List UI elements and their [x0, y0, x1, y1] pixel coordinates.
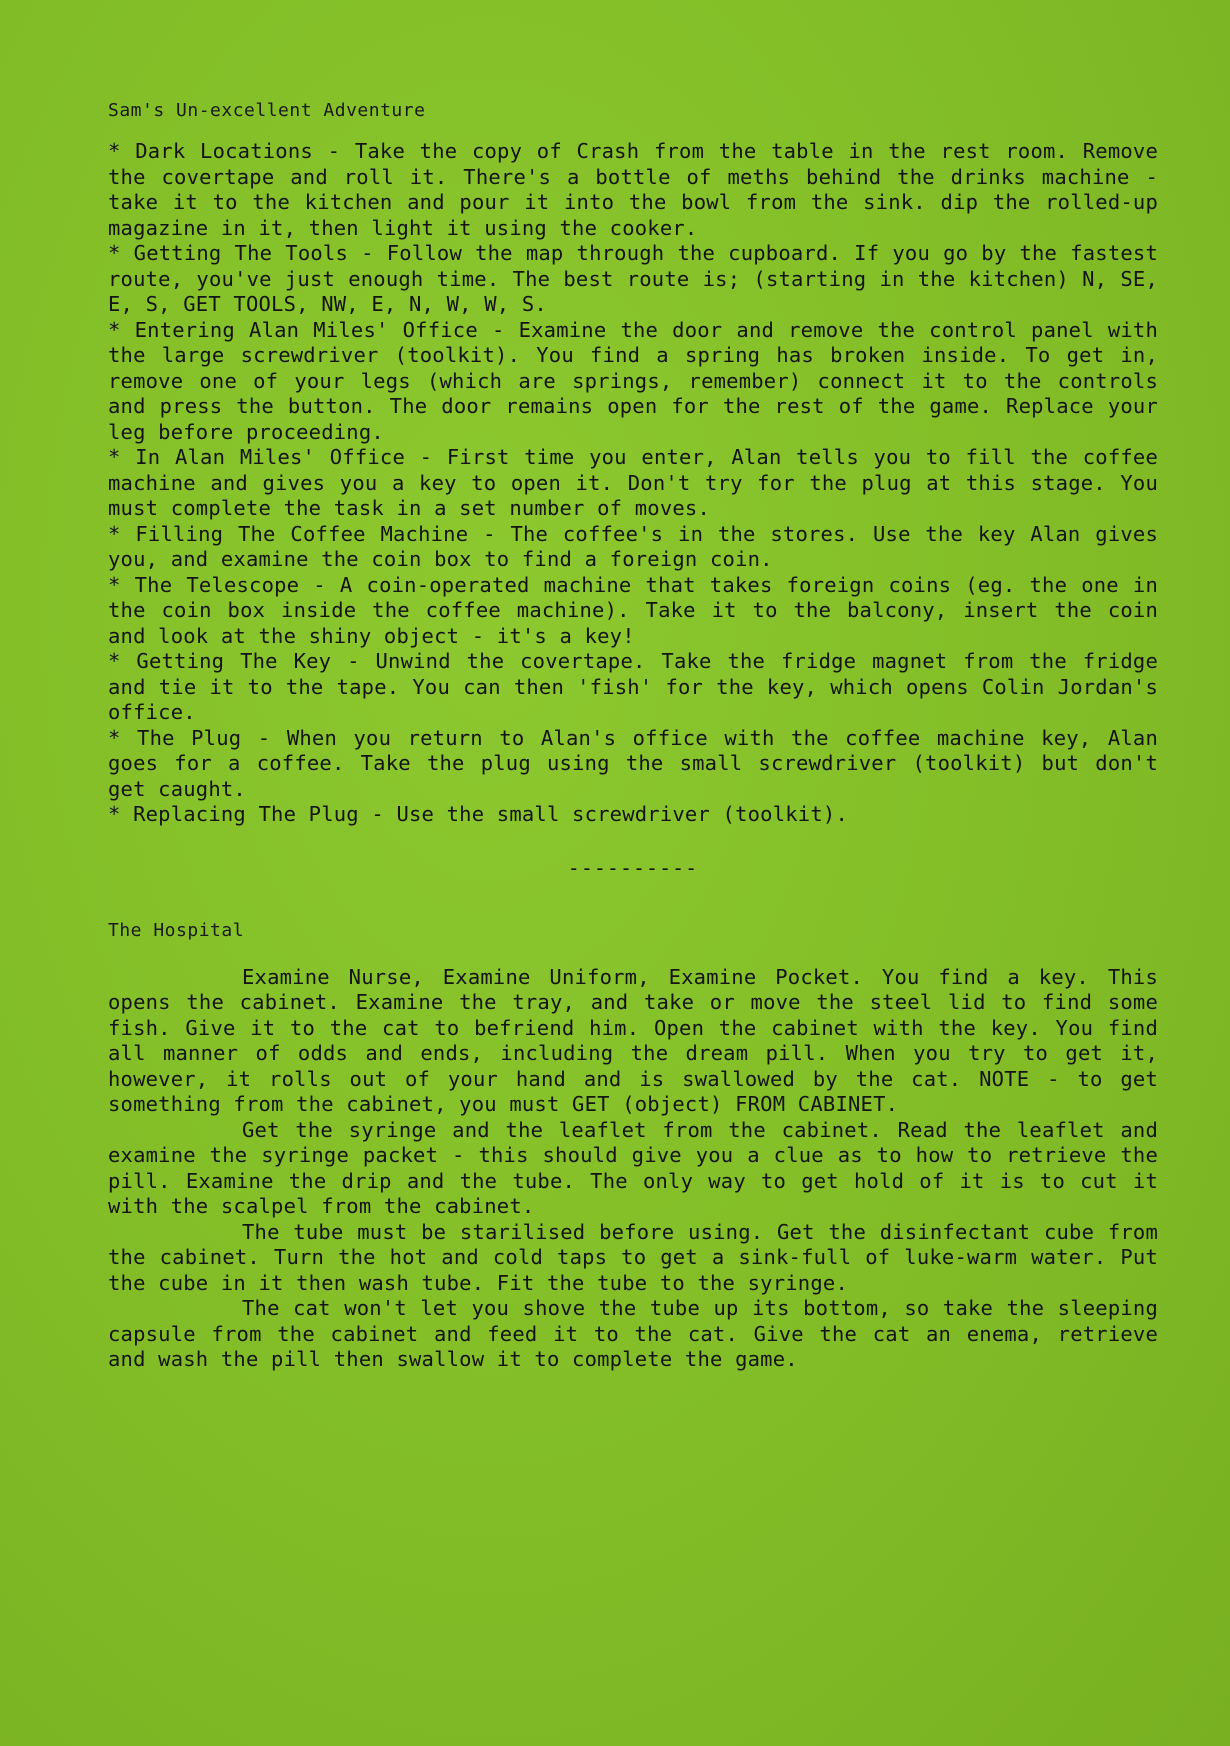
hospital-paragraph: Get the syringe and the leaflet from the cabinet. Read the leaflet and examine the syringe packet - this should give you a clue as to how to retrieve the pill. Examine the drip and the tube. The only way to get hold of it is to cut it with the scalpel from the cabinet.	[108, 1117, 1158, 1218]
hospital-paragraph: The tube must be starilised before using. Get the disinfectant cube from the cabinet. Turn the hot and cold taps to get a sink-full of luke-warm water. Put the cube in it then wash tube. Fit the tube to the syringe.	[108, 1219, 1158, 1295]
hint-entering-office: * Entering Alan Miles' Office - Examine the door and remove the control panel with the large screwdriver (toolkit). You find a spring has broken inside. To get in, remove one of your legs (which are springs, remember) connect it to the controls and press the button. The door remains open for the rest of the game. Replace your leg before proceeding.	[108, 317, 1158, 444]
hint-telescope: * The Telescope - A coin-operated machine that takes foreign coins (eg. the one in the coin box inside the coffee machine). Take it to the balcony, insert the coin and look at the shiny object - it's a key!	[108, 572, 1158, 648]
section-title-hospital: The Hospital	[108, 919, 245, 941]
hint-list	[108, 139, 1158, 828]
hint-getting-tools: * Getting The Tools - Follow the map through the cupboard. If you go by the fastest route, you've just enough time. The best route is; (starting in the kitchen) N, SE, E, S, GET TOOLS, NW, E, N, W, W, S.	[108, 241, 1158, 316]
hint-in-office: * In Alan Miles' Office - First time you enter, Alan tells you to fill the coffee machine and gives you a key to open it. Don't try for the plug at this stage. You must complete the task in a set number of moves.	[108, 445, 1158, 520]
section-title-adventure: Sam's Un-excellent Adventure	[108, 100, 426, 121]
hint-dark-locations: * Dark Locations - Take the copy of Crash from the table in the rest room. Remove the covertape and roll it. There's a bottle of meths behind the drinks machine - take it to the kitchen and pour it into the bowl from the sink. dip the rolled-up magazine in it, then light it using the cooker.	[108, 139, 1158, 240]
hospital-paragraph: Examine Nurse, Examine Uniform, Examine Pocket. You find a key. This opens the cabinet. Examine the tray, and take or move the steel lid to find some fish. Give it to the cat to befriend him. Open the cabinet with the key. You find all manner of odds and ends, including the dream pill. When you try to get it, however, it rolls out of your hand and is swallowed by the cat. NOTE - to get something from the cabinet, you must GET (object) FROM CABINET.	[108, 964, 1158, 1116]
hint-plug: * The Plug - When you return to Alan's office with the coffee machine key, Alan goes for a coffee. Take the plug using the small screwdriver (toolkit) but don't get caught.	[108, 725, 1158, 801]
hospital-walkthrough	[108, 965, 1158, 1373]
section-divider: ----------	[567, 855, 699, 880]
hint-filling-coffee: * Filling The Coffee Machine - The coffee's in the stores. Use the key Alan gives you, and examine the coin box to find a foreign coin.	[108, 521, 1158, 571]
hint-replacing-plug: * Replacing The Plug - Use the small screwdriver (toolkit).	[108, 802, 848, 826]
document-body	[108, 100, 1158, 1373]
hospital-paragraph: The cat won't let you shove the tube up its bottom, so take the sleeping capsule from the cabinet and feed it to the cat. Give the cat an enema, retrieve and wash the pill then swallow it to complete the game.	[108, 1296, 1158, 1371]
hint-getting-key: * Getting The Key - Unwind the covertape. Take the fridge magnet from the fridge and tie it to the tape. You can then 'fish' for the key, which opens Colin Jordan's office.	[108, 649, 1158, 724]
